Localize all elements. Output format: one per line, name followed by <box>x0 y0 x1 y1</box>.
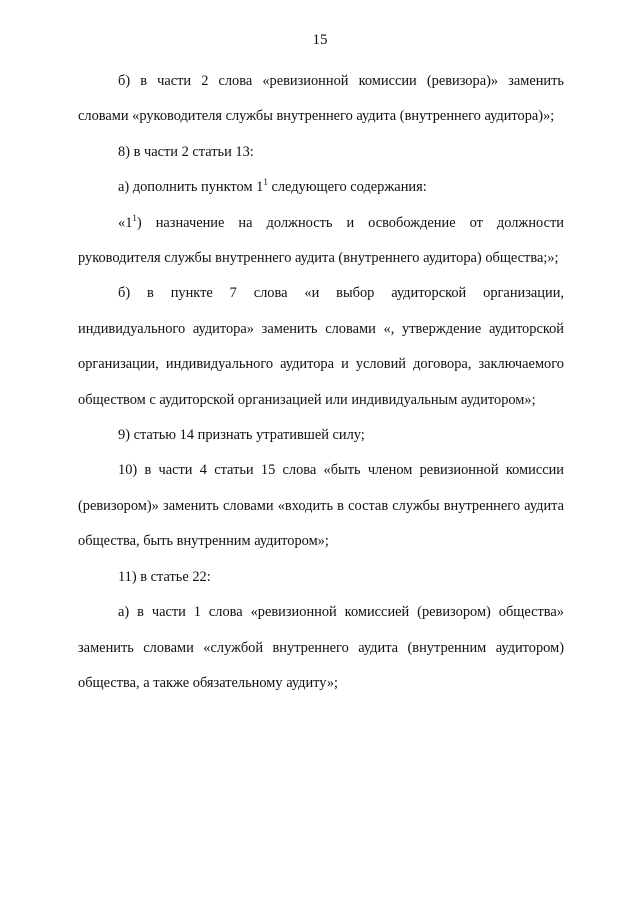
page-number: 15 <box>312 32 328 48</box>
paragraph-item-10: 10) в части 4 статьи 15 слова «быть членом ревизионной комиссии (ревизором)» заменить словами «входить в состав службы внутреннего аудита общества, быть внутренним аудитором»; <box>78 462 564 550</box>
paragraph-b-part2: б) в части 2 слова «ревизионной комиссии (ревизора)» заменить словами «руководителя службы внутреннего аудита (внутреннего аудитора)»; <box>78 73 564 125</box>
paragraph-text-before: а) дополнить пунктом 1 <box>118 179 264 196</box>
paragraph-item-9: 9) статью 14 признать утратившей силу; <box>118 427 365 444</box>
paragraph-a-part1: а) в части 1 слова «ревизионной комиссией (ревизором) общества» заменить словами «службой внутреннего аудита (внутренним аудитором) общества, а также обязательному аудиту»; <box>78 604 564 691</box>
paragraph-text-after: следующего содержания: <box>267 179 427 196</box>
paragraph-text-after: ) назначение на должность и освобождение от должности руководителя службы внутреннего аудита (внутреннего аудитора) общества;»; <box>78 214 564 267</box>
superscript: 1 <box>263 177 268 188</box>
document-body <box>78 64 564 701</box>
paragraph-text-before: «1 <box>118 214 133 231</box>
paragraph-item-11: 11) в статье 22: <box>118 568 211 585</box>
paragraph-point-1-1 <box>78 206 564 277</box>
superscript: 1 <box>132 212 137 223</box>
paragraph-b-point7: б) в пункте 7 слова «и выбор аудиторской организации, индивидуального аудитора» заменить словами «, утверждение аудиторской организации, индивидуального аудитора и условий договора, заключаемого обществом с аудиторской организацией или индивидуальным аудитором»; <box>78 285 564 408</box>
paragraph-item-8: 8) в части 2 статьи 13: <box>118 143 254 160</box>
paragraph-a-add-point <box>78 170 564 205</box>
